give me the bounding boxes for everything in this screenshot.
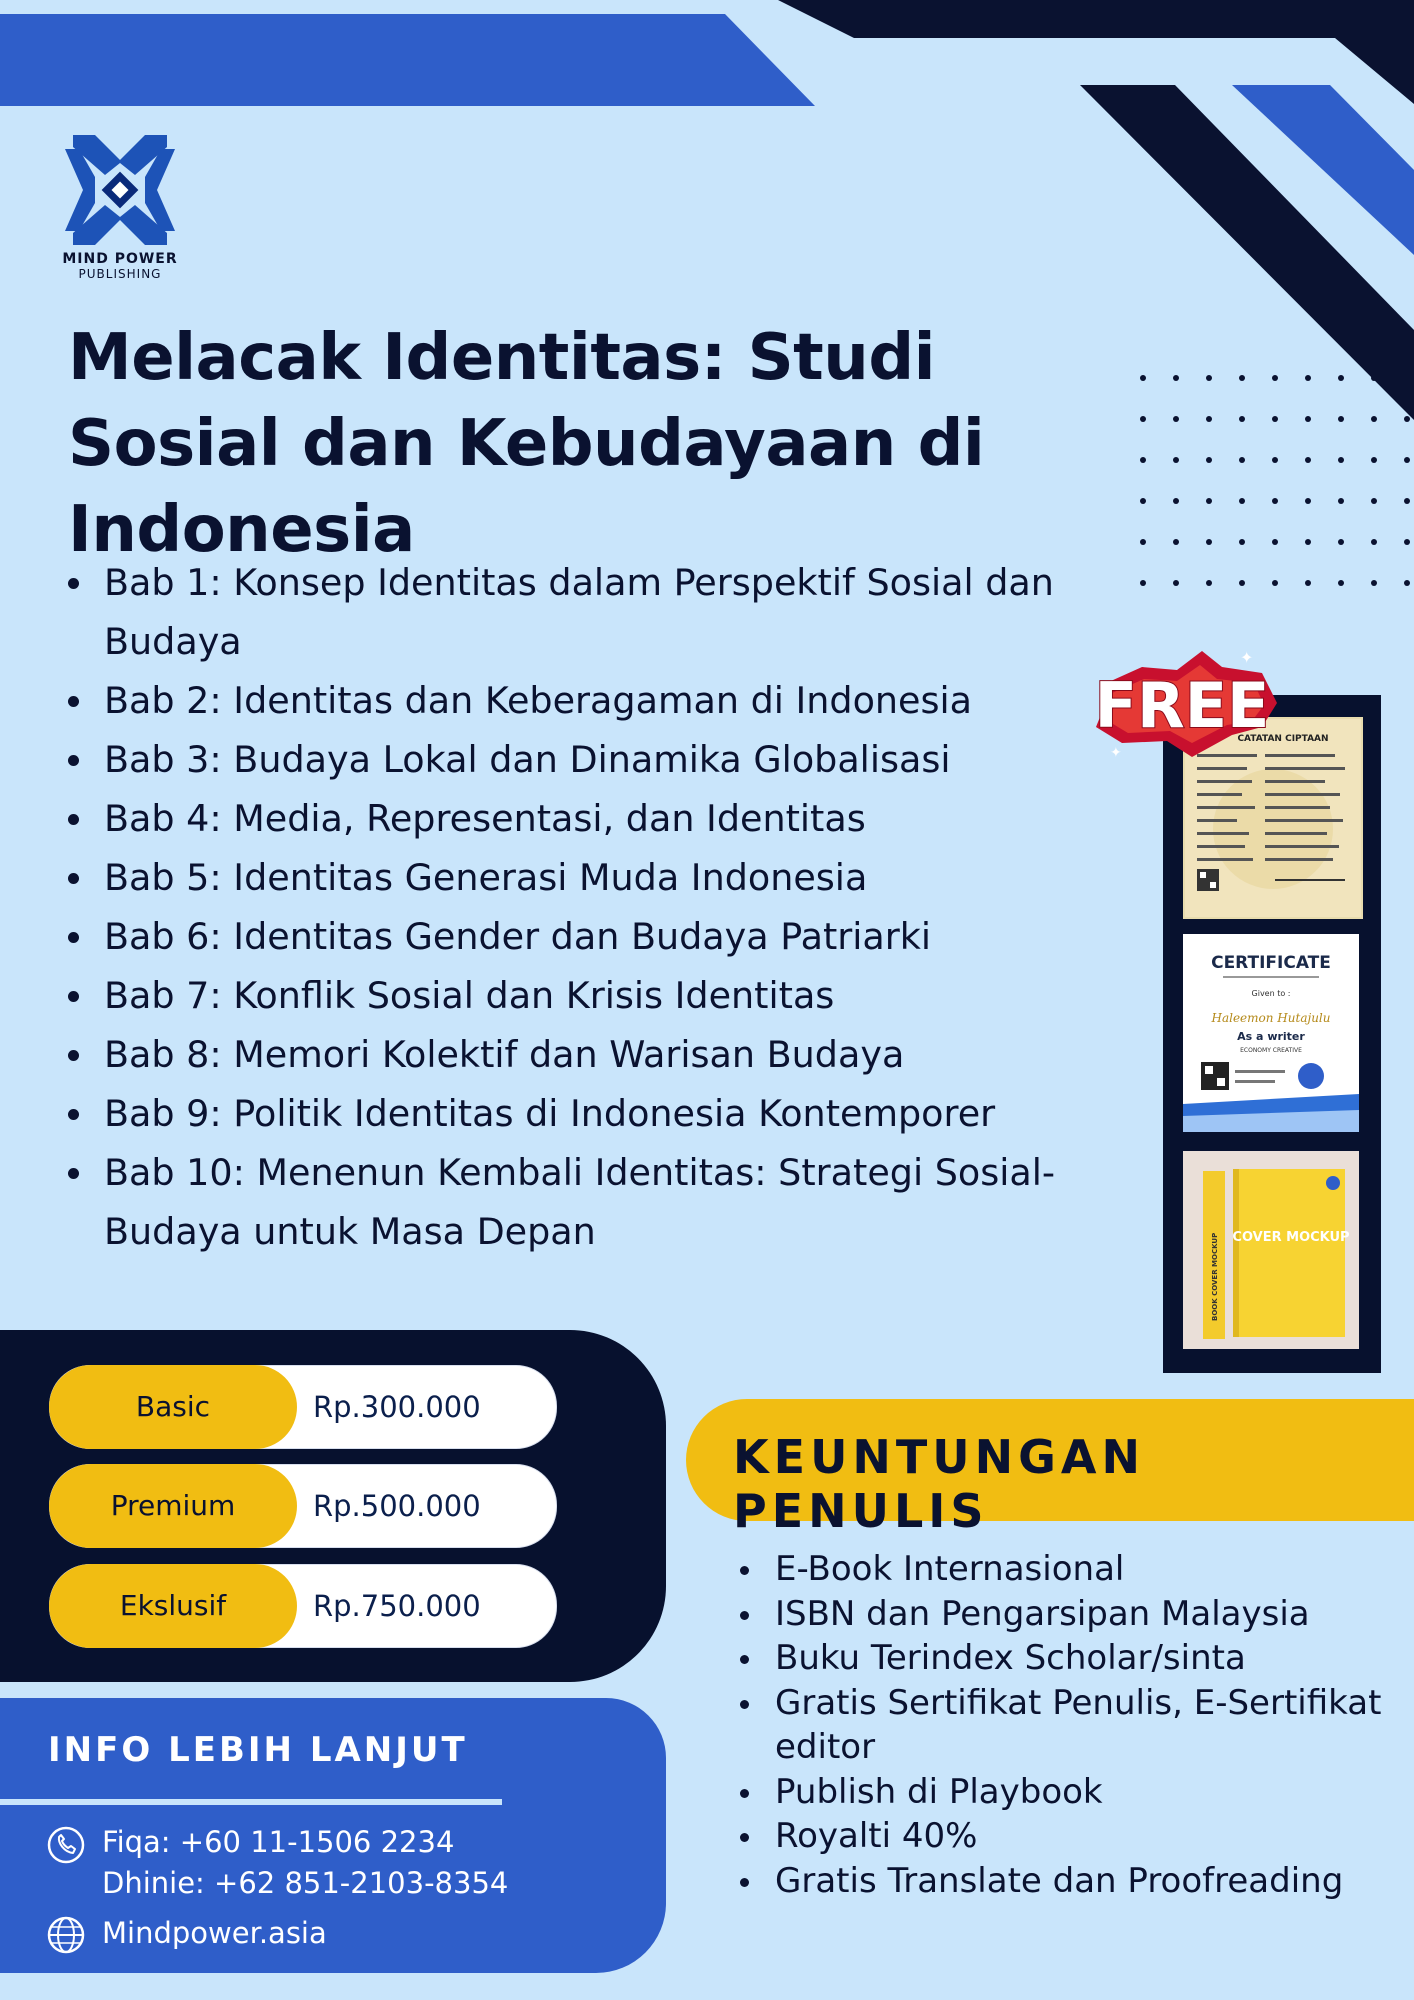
dot — [1173, 375, 1179, 381]
dot — [1239, 580, 1245, 586]
dot — [1272, 539, 1278, 545]
dot — [1272, 457, 1278, 463]
list-item: Gratis Sertifikat Penulis, E-Sertifikat editor — [740, 1681, 1400, 1770]
dot — [1206, 457, 1212, 463]
dot — [1173, 580, 1179, 586]
list-item: Bab 7: Konflik Sosial dan Krisis Identitas — [68, 966, 1108, 1025]
dot — [1173, 416, 1179, 422]
free-badge-label: FREE — [1094, 669, 1270, 742]
dot — [1338, 498, 1344, 504]
dot — [1140, 416, 1146, 422]
list-item: Buku Terindex Scholar/sinta — [740, 1636, 1400, 1681]
dot-grid — [1140, 375, 1410, 595]
list-item: Gratis Translate dan Proofreading — [740, 1859, 1400, 1904]
info-title: INFO LEBIH LANJUT — [48, 1730, 468, 1770]
dot — [1404, 539, 1410, 545]
dot — [1404, 580, 1410, 586]
dot — [1140, 539, 1146, 545]
list-item: E-Book Internasional — [740, 1547, 1400, 1592]
publisher-logo — [60, 135, 180, 281]
list-item: Bab 3: Budaya Lokal dan Dinamika Globalisasi — [68, 730, 1108, 789]
dot — [1272, 375, 1278, 381]
list-item: Bab 5: Identitas Generasi Muda Indonesia — [68, 848, 1108, 907]
dot — [1140, 498, 1146, 504]
dot — [1239, 416, 1245, 422]
dot — [1305, 375, 1311, 381]
dot — [1140, 457, 1146, 463]
free-items-panel — [1163, 695, 1381, 1373]
dot — [1272, 498, 1278, 504]
dot — [1272, 416, 1278, 422]
contact-phone-1[interactable]: Fiqa: +60 11-1506 2234 — [102, 1825, 455, 1859]
svg-text:✦: ✦ — [1110, 745, 1122, 761]
dot — [1140, 580, 1146, 586]
dot — [1173, 457, 1179, 463]
dot — [1371, 457, 1377, 463]
cover-mockup-thumbnail — [1183, 1151, 1359, 1349]
dot — [1305, 457, 1311, 463]
price-row-basic — [49, 1365, 557, 1449]
price-tier: Premium — [49, 1464, 297, 1548]
brand-name: MIND POWER — [62, 251, 178, 267]
brand-subtitle: PUBLISHING — [78, 267, 162, 281]
certificate-sub: ECONOMY CREATIVE — [1240, 1047, 1302, 1054]
dot — [1338, 580, 1344, 586]
price-value: Rp.750.000 — [313, 1589, 481, 1623]
benefits-title: KEUNTUNGAN PENULIS — [733, 1430, 1146, 1538]
dot — [1371, 539, 1377, 545]
list-item: Bab 2: Identitas dan Keberagaman di Indonesia — [68, 671, 1108, 730]
list-item: Bab 6: Identitas Gender dan Budaya Patriarki — [68, 907, 1108, 966]
list-item: Bab 9: Politik Identitas di Indonesia Kontemporer — [68, 1084, 1108, 1143]
list-item: Bab 1: Konsep Identitas dalam Perspektif Sosial dan Budaya — [68, 553, 1108, 671]
list-item: Royalti 40% — [740, 1814, 1400, 1859]
dot — [1206, 375, 1212, 381]
dot — [1404, 416, 1410, 422]
dot — [1173, 539, 1179, 545]
dot — [1272, 580, 1278, 586]
dot — [1239, 375, 1245, 381]
dot — [1305, 416, 1311, 422]
page-title: Melacak Identitas: Studi Sosial dan Kebudayaan di Indonesia — [68, 321, 985, 567]
dot — [1404, 457, 1410, 463]
phone-icon — [46, 1825, 86, 1865]
dot — [1173, 498, 1179, 504]
certificate-given: Given to : — [1251, 989, 1291, 998]
mockup-label: COVER MOCKUP — [1232, 1230, 1350, 1245]
dot — [1338, 416, 1344, 422]
hak-cipta-title: CATATAN CIPTAAN — [1237, 734, 1329, 744]
globe-icon — [46, 1915, 86, 1955]
price-row-premium — [49, 1464, 557, 1548]
list-item: ISBN dan Pengarsipan Malaysia — [740, 1592, 1400, 1637]
free-badge — [1082, 645, 1282, 765]
dot — [1140, 375, 1146, 381]
info-divider — [0, 1799, 502, 1805]
dot — [1371, 580, 1377, 586]
pricing-panel — [0, 1330, 666, 1682]
dot — [1239, 498, 1245, 504]
dot — [1404, 375, 1410, 381]
price-row-ekslusif — [49, 1564, 557, 1648]
mockup-spine: BOOK COVER MOCKUP — [1211, 1232, 1219, 1321]
dot — [1338, 539, 1344, 545]
dot — [1371, 416, 1377, 422]
certificate-thumbnail — [1183, 934, 1359, 1132]
list-item: Bab 4: Media, Representasi, dan Identitas — [68, 789, 1108, 848]
dot — [1239, 539, 1245, 545]
certificate-name: Haleemon Hutajulu — [1211, 1011, 1331, 1025]
chapter-list — [68, 553, 1108, 1261]
logo-icon — [65, 135, 175, 245]
certificate-title: CERTIFICATE — [1211, 953, 1331, 973]
price-tier: Ekslusif — [49, 1564, 297, 1648]
dot — [1206, 498, 1212, 504]
dot — [1371, 375, 1377, 381]
dot — [1404, 498, 1410, 504]
svg-text:✦: ✦ — [1240, 648, 1254, 667]
price-tier: Basic — [49, 1365, 297, 1449]
list-item: Bab 8: Memori Kolektif dan Warisan Budaya — [68, 1025, 1108, 1084]
dot — [1206, 539, 1212, 545]
certificate-role: As a writer — [1237, 1030, 1305, 1043]
dot — [1239, 457, 1245, 463]
dot — [1305, 498, 1311, 504]
price-value: Rp.300.000 — [313, 1390, 481, 1424]
dot — [1305, 539, 1311, 545]
dot — [1305, 580, 1311, 586]
dot — [1338, 457, 1344, 463]
price-value: Rp.500.000 — [313, 1489, 481, 1523]
contact-phone-2[interactable]: Dhinie: +62 851-2103-8354 — [102, 1866, 509, 1900]
dot — [1206, 416, 1212, 422]
dot — [1206, 580, 1212, 586]
list-item: Bab 10: Menenun Kembali Identitas: Strategi Sosial-Budaya untuk Masa Depan — [68, 1143, 1094, 1261]
benefits-list — [740, 1547, 1400, 1903]
dot — [1371, 498, 1377, 504]
website-link[interactable]: Mindpower.asia — [102, 1916, 327, 1950]
dot — [1338, 375, 1344, 381]
list-item: Publish di Playbook — [740, 1770, 1400, 1815]
